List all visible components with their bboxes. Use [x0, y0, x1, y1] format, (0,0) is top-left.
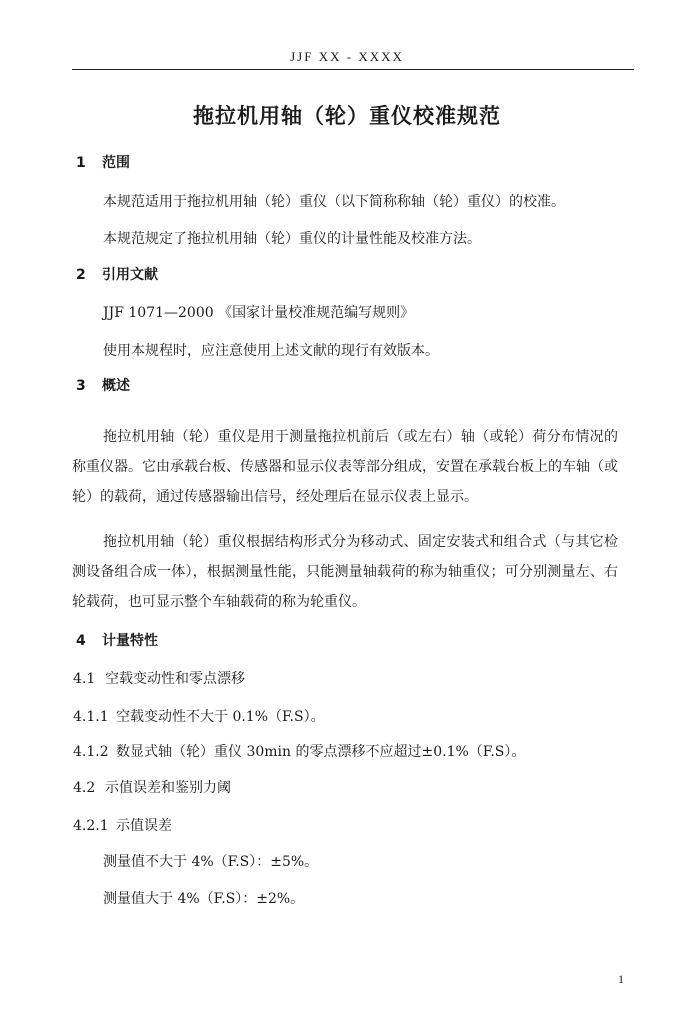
section-4-number: 4 — [76, 633, 86, 649]
section-4-title: 计量特性 — [102, 633, 158, 649]
section-4-heading — [76, 630, 158, 650]
section-3-heading — [76, 375, 130, 395]
section-1-title: 范围 — [102, 155, 130, 171]
clause-4-2-1-number: 4.2.1 — [73, 818, 109, 834]
section-2-reference: JJF 1071—2000 《国家计量校准规范编写规则》 — [103, 305, 415, 321]
clause-4-1-1-text: 空载变动性不大于 0.1%（F.S）。 — [116, 709, 325, 725]
subsection-4-2-number: 4.2 — [73, 780, 96, 796]
clause-4-2-1-title: 示值误差 — [116, 818, 172, 834]
subsection-4-1-title: 空载变动性和零点漂移 — [105, 671, 245, 687]
section-1-number: 1 — [76, 155, 86, 171]
error-limit-line-2: 测量值大于 4%（F.S）：±2%。 — [103, 891, 305, 907]
section-3-paragraph-1: 拖拉机用轴（轮）重仪是用于测量拖拉机前后（或左右）轴（或轮）荷分布情况的称重仪器。它由承载台板、传感器和显示仪表等部分组成，安置在承载台板上的车轴（或轮）的载荷，通过传感器输出信号，经处理后在显示仪表上显示。 — [72, 429, 618, 505]
clause-4-2-1 — [73, 815, 172, 835]
section-3-paragraph-2: 拖拉机用轴（轮）重仪根据结构形式分为移动式、固定安装式和组合式（与其它检测设备组合成一体），根据测量性能，只能测量轴载荷的称为轴重仪；可分别测量左、右轮载荷，也可显示整个车轴载荷的称为轮重仪。 — [72, 534, 618, 610]
section-1-paragraph-2: 本规范规定了拖拉机用轴（轮）重仪的计量性能及校准方法。 — [103, 231, 481, 247]
clause-4-1-1-number: 4.1.1 — [73, 709, 109, 725]
clause-4-1-1 — [73, 706, 325, 726]
clause-4-1-2-text: 数显式轴（轮）重仪 30min 的零点漂移不应超过±0.1%（F.S）。 — [116, 744, 526, 760]
subsection-4-2 — [73, 777, 231, 797]
error-limit-line-1: 测量值不大于 4%（F.S）：±5%。 — [103, 854, 319, 870]
page-title: 拖拉机用轴（轮）重仪校准规范 — [193, 104, 501, 128]
section-1-paragraph-1: 本规范适用于拖拉机用轴（轮）重仪（以下简称称轴（轮）重仪）的校准。 — [103, 194, 565, 210]
subsection-4-2-title: 示值误差和鉴别力阈 — [105, 780, 231, 796]
section-2-title: 引用文献 — [102, 267, 158, 283]
section-3-title: 概述 — [102, 378, 130, 394]
section-2-paragraph-2: 使用本规程时，应注意使用上述文献的现行有效版本。 — [103, 343, 439, 359]
clause-4-1-2-number: 4.1.2 — [73, 744, 109, 760]
header-rule — [72, 69, 634, 70]
subsection-4-1-number: 4.1 — [73, 671, 96, 687]
subsection-4-1 — [73, 668, 245, 688]
section-3-number: 3 — [76, 378, 86, 394]
section-1-heading — [76, 152, 130, 172]
page-number: 1 — [618, 972, 624, 986]
section-2-number: 2 — [76, 267, 86, 283]
section-2-heading — [76, 264, 158, 284]
document-code-header: JJF XX - XXXX — [290, 49, 404, 64]
clause-4-1-2 — [73, 741, 525, 761]
